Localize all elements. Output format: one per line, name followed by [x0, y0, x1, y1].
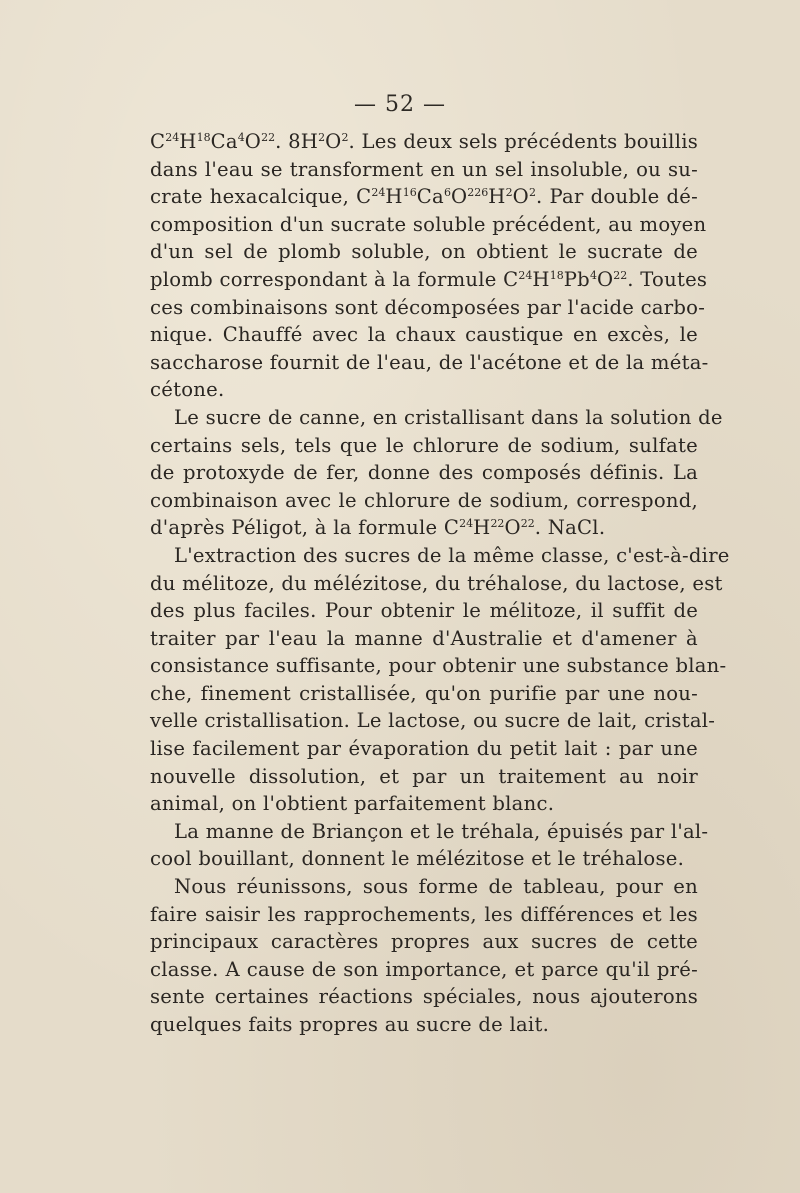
text-line: sente certaines réactions spéciales, nous ajouterons	[150, 985, 699, 1009]
text-line: faire saisir les rapprochements, les différences et les	[150, 902, 698, 926]
text-line: nouvelle dissolution, et par un traitement au noir	[150, 764, 699, 788]
text-line: combinaison avec le chlorure de sodium, correspond,	[150, 488, 699, 512]
text-line: d'un sel de plomb soluble, on obtient le sucrate de	[150, 240, 698, 264]
text-line: des plus faciles. Pour obtenir le mélitoze, il suffit de	[150, 599, 699, 623]
text-line: consistance suffisante, pour obtenir une substance blan-	[150, 654, 727, 678]
text-line: Le sucre de canne, en cristallisant dans la solution de	[174, 405, 723, 429]
text-line: principaux caractères propres aux sucres de cette	[150, 930, 699, 954]
text-line: ces combinaisons sont décomposées par l'acide carbo-	[150, 295, 706, 319]
text-line: che, finement cristallisée, qu'on purifie par une nou-	[150, 681, 699, 705]
text-line: quelques faits propres au sucre de lait.	[150, 1013, 550, 1036]
text-line: saccharose fournit de l'eau, de l'acétone et de la méta-	[150, 350, 709, 374]
text-line: cétone.	[150, 378, 225, 402]
text-line: du mélitoze, du mélézitose, du tréhalose, du lactose, est	[150, 571, 723, 595]
text-line: L'extraction des sucres de la même classe, c'est-à-dire	[174, 543, 730, 567]
text-line: composition d'un sucrate soluble précédent, au moyen	[150, 212, 707, 236]
text-line: certains sels, tels que le chlorure de sodium, sulfate	[150, 433, 699, 457]
text-line: traiter par l'eau la manne d'Australie et d'amener à	[150, 626, 698, 650]
text-line: La manne de Briançon et le tréhala, épuisés par l'al-	[174, 819, 709, 843]
text-line: d'après Péligot, à la formule $C^{24}H^{22}O^{22}$. NaCl.	[150, 516, 606, 540]
text-line: animal, on l'obtient parfaitement blanc.	[150, 792, 555, 816]
text-line: velle cristallisation. Le lactose, ou sucre de lait, cristal-	[150, 709, 716, 733]
text-line: plomb correspondant à la formule $C^{24}H^{18}Pb^4O^{22}$. Toutes	[150, 267, 708, 291]
text-line: cool bouillant, donnent le mélézitose et le tréhalose.	[150, 847, 685, 871]
text-line: $C^{24}H^{18}Ca^4O^{22}$. $8H^2O^2$. Les deux sels précédents bouillis	[150, 130, 699, 153]
text-line: dans l'eau se transforment en un sel insoluble, ou su-	[150, 157, 699, 181]
page-number: — 52 —	[354, 92, 446, 117]
text-line: Nous réunissons, sous forme de tableau, pour en	[174, 875, 698, 899]
text-line: classe. A cause de son importance, et parce qu'il pré-	[150, 957, 698, 981]
body-text	[150, 128, 730, 1039]
text-line: de protoxyde de fer, donne des composés définis. La	[150, 461, 699, 485]
text-line: nique. Chauffé avec la chaux caustique en excès, le	[150, 323, 698, 347]
text-line: lise facilement par évaporation du petit lait : par une	[150, 737, 699, 761]
text-line: crate hexacalcique, $C^{24}H^{16}Ca^6O^{226}H^2O^2$. Par double dé-	[150, 185, 699, 209]
